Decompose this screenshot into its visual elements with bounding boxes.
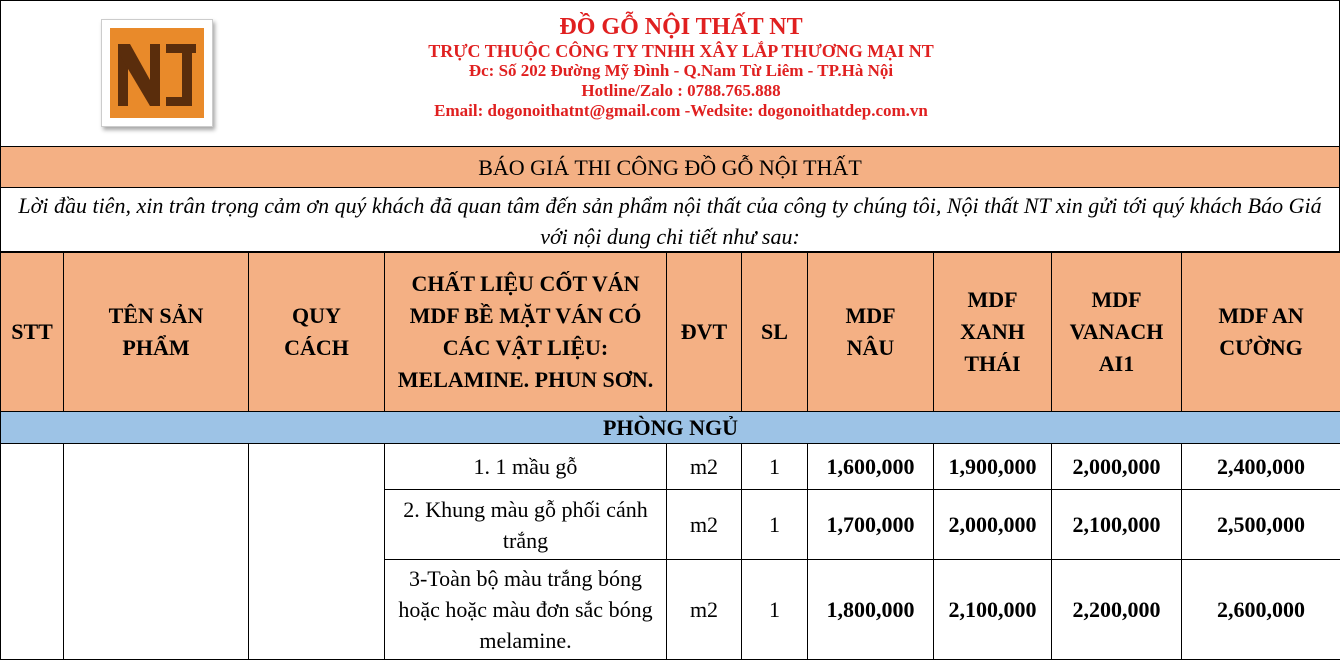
price-mdf-xanh-thai: 2,100,000 [934, 560, 1052, 660]
quote-title: BÁO GIÁ THI CÔNG ĐỒ GỖ NỘI THẤT [0, 146, 1340, 188]
company-name: ĐỒ GỖ NỘI THẤT NT [559, 14, 803, 40]
price-mdf-an-cuong: 2,600,000 [1182, 560, 1340, 660]
company-hotline: Hotline/Zalo : 0788.765.888 [581, 81, 781, 100]
table-row [1, 444, 1340, 490]
material-cell: 2. Khung màu gỗ phối cánh trắng [385, 490, 667, 560]
price-mdf-xanh-thai: 1,900,000 [934, 444, 1052, 490]
spec-cell [249, 444, 385, 660]
parent-company: TRỰC THUỘC CÔNG TY TNHH XÂY LẮP THƯƠNG MẠI NT [428, 41, 934, 61]
col-header-mdf-nau: MDF NÂU [808, 253, 934, 412]
col-header-material: CHẤT LIỆU CỐT VÁN MDF BỀ MẶT VÁN CÓ CÁC VẬT LIỆU: MELAMINE. PHUN SƠN. [385, 253, 667, 412]
price-mdf-nau: 1,600,000 [808, 444, 934, 490]
price-mdf-nau: 1,700,000 [808, 490, 934, 560]
company-logo [101, 19, 213, 127]
qty-cell: 1 [742, 560, 808, 660]
unit-cell: m2 [667, 560, 742, 660]
price-mdf-xanh-thai: 2,000,000 [934, 490, 1052, 560]
col-header-unit: ĐVT [667, 253, 742, 412]
table-header-row [1, 253, 1340, 412]
unit-cell: m2 [667, 444, 742, 490]
qty-cell: 1 [742, 444, 808, 490]
col-header-qty: SL [742, 253, 808, 412]
price-mdf-an-cuong: 2,400,000 [1182, 444, 1340, 490]
price-mdf-an-cuong: 2,500,000 [1182, 490, 1340, 560]
price-mdf-vanach: 2,000,000 [1052, 444, 1182, 490]
section-row [1, 412, 1340, 444]
price-table [0, 252, 1340, 660]
company-info [321, 13, 1041, 121]
qty-cell: 1 [742, 490, 808, 560]
unit-cell: m2 [667, 490, 742, 560]
product-name-cell [64, 444, 249, 660]
price-mdf-nau: 1,800,000 [808, 560, 934, 660]
col-header-stt: STT [1, 253, 64, 412]
material-cell: 3-Toàn bộ màu trắng bóng hoặc hoặc màu đơn sắc bóng melamine. [385, 560, 667, 660]
company-address: Đc: Số 202 Đường Mỹ Đình - Q.Nam Từ Liêm - TP.Hà Nội [468, 61, 894, 80]
col-header-mdf-xanh-thai: MDF XANH THÁI [934, 253, 1052, 412]
intro-text: Lời đầu tiên, xin trân trọng cảm ơn quý khách đã quan tâm đến sản phẩm nội thất của công ty chúng tôi, Nội thất NT xin gửi tới quý khách Báo Giá với nội dung chi tiết như sau: [0, 188, 1340, 252]
material-cell: 1. 1 mầu gỗ [385, 444, 667, 490]
col-header-product-name: TÊN SẢN PHẨM [64, 253, 249, 412]
company-email-website: Email: dogonoithatnt@gmail.com -Wedsite: dogonoithatdep.com.vn [434, 101, 928, 120]
logo-nt-icon [110, 28, 204, 118]
stt-cell [1, 444, 64, 660]
price-mdf-vanach: 2,100,000 [1052, 490, 1182, 560]
letterhead [0, 0, 1340, 146]
col-header-mdf-an-cuong: MDF AN CƯỜNG [1182, 253, 1340, 412]
price-mdf-vanach: 2,200,000 [1052, 560, 1182, 660]
section-title: PHÒNG NGỦ [1, 412, 1340, 444]
col-header-mdf-vanach: MDF VANACH AI1 [1052, 253, 1182, 412]
col-header-spec: QUY CÁCH [249, 253, 385, 412]
